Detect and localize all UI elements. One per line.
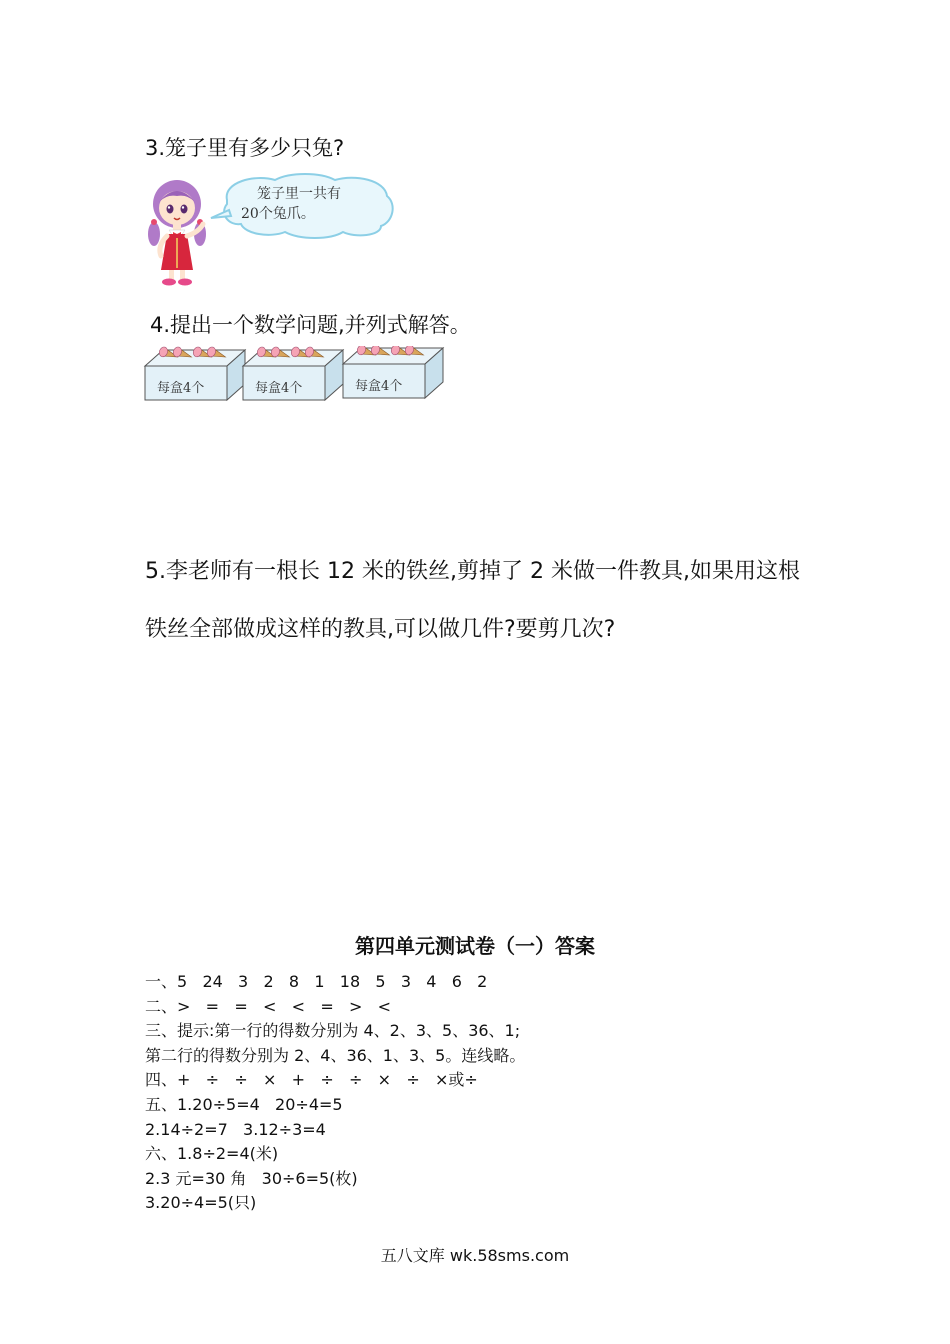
answer-line-10: 3.20÷4=5(只) <box>145 1193 257 1213</box>
answer-line-3: 三、提示:第一行的得数分别为 4、2、3、5、36、1; <box>145 1021 521 1041</box>
speech-bubble <box>211 174 393 238</box>
bubble-line-2: 20个兔爪。 <box>241 206 315 222</box>
question-5-line-1: 5.李老师有一根长 12 米的铁丝,剪掉了 2 米做一件教具,如果用这根 <box>145 559 800 584</box>
footer-watermark: 五八文库 wk.58sms.com <box>380 1246 570 1265</box>
box-3-label: 每盒4个 <box>355 379 403 394</box>
answer-line-5: 四、+ ÷ ÷ × + ÷ ÷ × ÷ ×或÷ <box>145 1070 478 1090</box>
answer-line-7: 2.14÷2=7 3.12÷3=4 <box>145 1119 326 1139</box>
answer-line-8: 六、1.8÷2=4(米) <box>145 1144 279 1164</box>
answer-line-6: 五、1.20÷5=4 20÷4=5 <box>145 1094 343 1114</box>
box-2 <box>243 346 343 400</box>
question-5 <box>145 543 815 659</box>
bubble-line-1: 笼子里一共有 <box>257 186 341 202</box>
answer-line-4: 第二行的得数分别为 2、4、36、1、3、5。连线略。 <box>145 1045 526 1065</box>
box-2-label: 每盒4个 <box>255 381 303 396</box>
girl-figure <box>148 180 206 286</box>
question-3: 3.笼子里有多少只兔? <box>145 136 345 160</box>
ice-cream-boxes <box>143 346 453 402</box>
girl-illustration <box>145 172 405 290</box>
box-1-label: 每盒4个 <box>157 381 205 396</box>
answer-line-1: 一、5 24 3 2 8 1 18 5 3 4 6 2 <box>145 972 488 991</box>
answers-title: 第四单元测试卷（一）答案 <box>355 934 595 958</box>
box-3 <box>343 346 443 398</box>
answer-line-9: 2.3 元=30 角 30÷6=5(枚) <box>145 1168 358 1188</box>
question-5-line-2: 铁丝全部做成这样的教具,可以做几件?要剪几次? <box>145 617 616 642</box>
answer-line-2: 二、> = = < < = > < <box>145 996 392 1016</box>
question-4: 4.提出一个数学问题,并列式解答。 <box>150 313 471 337</box>
box-1 <box>145 346 245 400</box>
answers-list <box>145 970 525 1216</box>
